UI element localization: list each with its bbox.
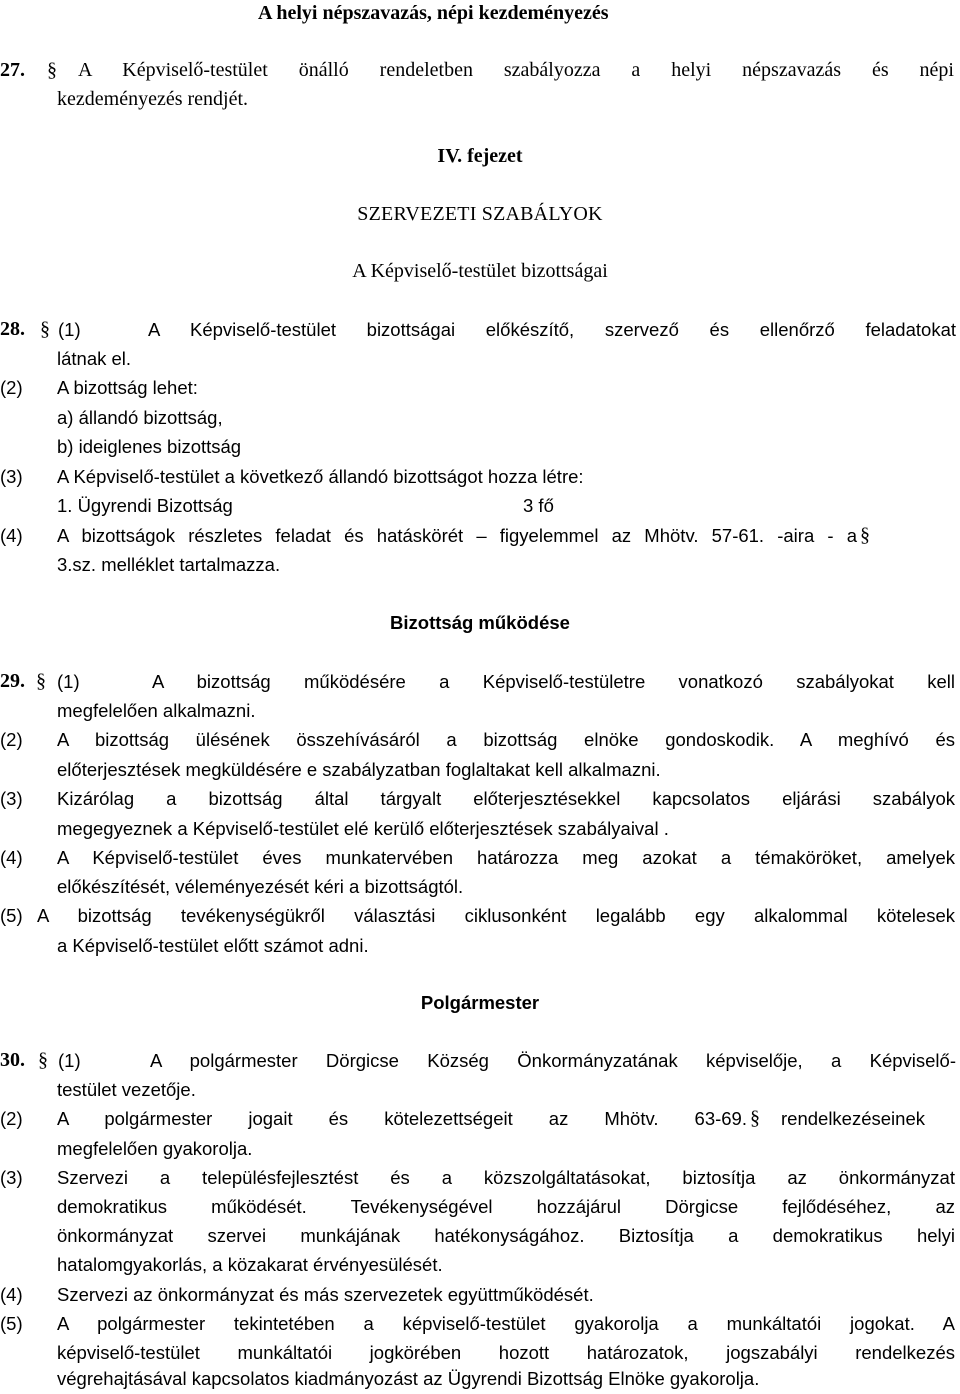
paragraph-27-number: 27.: [0, 59, 25, 81]
paragraph-28-4-line-2: 3.sz. melléklet tartalmazza.: [57, 554, 281, 575]
paragraph-30-3-line-2: demokratikus működését. Tevékenységével hozzájárul Dörgicse fejlődéséhez, az: [57, 1196, 955, 1217]
paragraph-30-2-section-sign: §: [750, 1107, 760, 1129]
paragraph-30-2-line-2: megfelelően gyakorolja.: [57, 1138, 253, 1159]
chapter-subtitle: A Képviselő-testület bizottságai: [352, 260, 608, 282]
paragraph-29-2-line-2: előterjesztések megküldésére e szabályzatban foglaltakat kell alkalmazni.: [57, 759, 661, 780]
section-title: A helyi népszavazás, népi kezdeményezés: [258, 2, 609, 24]
paragraph-30-3-label: (3): [0, 1167, 23, 1188]
paragraph-29-4-line-1: A Képviselő-testület éves munkatervében határozza meg azokat a témaköröket, amelyek: [57, 847, 955, 868]
paragraph-29-5-line-2: a Képviselő-testület előtt számot adni.: [57, 935, 369, 956]
paragraph-30-2-line-1: A polgármester jogait és kötelezettségeit az Mhötv. 63-69.: [57, 1108, 747, 1129]
paragraph-30-3-line-4: hatalomgyakorlás, a közakarat érvényesülését.: [57, 1254, 443, 1275]
paragraph-29-4-line-2: előkészítését, véleményezését kéri a bizottságtól.: [57, 876, 464, 897]
paragraph-30-1-line-2: testület vezetője.: [57, 1079, 196, 1100]
paragraph-28-2-label: (2): [0, 377, 23, 398]
paragraph-29-5-line-1: A bizottság tevékenységükről választási ciklusonként legalább egy alkalommal kötelesek: [37, 905, 955, 926]
paragraph-28-4-label: (4): [0, 525, 23, 546]
paragraph-28-3-line-3: 3 fő: [523, 495, 554, 516]
paragraph-30-1-line-1: A polgármester Dörgicse Község Önkormányzatának képviselője, a Képviselő-: [150, 1050, 956, 1071]
paragraph-28-2-line-2: a) állandó bizottság,: [57, 407, 223, 428]
paragraph-29-3-label: (3): [0, 788, 23, 809]
paragraph-28-1-line-2: látnak el.: [57, 348, 132, 369]
heading-polgarmester: Polgármester: [420, 992, 540, 1013]
paragraph-30-5-line-3: végrehajtásával kapcsolatos kiadmányozást az Ügyrendi Bizottság Elnöke gyakorolja.: [57, 1368, 760, 1389]
paragraph-28-4-section-sign: §: [860, 524, 870, 546]
paragraph-30-5-line-2: képviselő-testület munkáltatói jogkörében hozott határozatok, jogszabályi rendelkezés: [57, 1342, 955, 1363]
paragraph-28-3-line-1: A Képviselő-testület a következő állandó bizottságot hozza létre:: [57, 466, 584, 487]
paragraph-29-2-label: (2): [0, 729, 23, 750]
paragraph-28-4-line-1: A bizottságok részletes feladat és hatáskörét – figyelemmel az Mhötv. 57-61. -aira - a: [57, 525, 857, 546]
paragraph-30-section-sign: §: [38, 1049, 48, 1071]
paragraph-29-section-sign: §: [36, 670, 46, 692]
paragraph-30-3-line-1: Szervezi a településfejlesztést és a közszolgáltatásokat, biztosítja az önkormányzat: [57, 1167, 955, 1188]
paragraph-28-2-line-1: A bizottság lehet:: [57, 377, 198, 398]
paragraph-28-number: 28.: [0, 318, 25, 340]
paragraph-28-3-label: (3): [0, 466, 23, 487]
paragraph-27-line-1: A Képviselő-testület önálló rendeletben szabályozza a helyi népszavazás és népi: [78, 59, 954, 81]
paragraph-28-2-line-3: b) ideiglenes bizottság: [57, 436, 242, 457]
paragraph-29-3-line-2: megegyeznek a Képviselő-testület elé kerülő előterjesztések szabályaival .: [57, 818, 669, 839]
paragraph-29-1-line-1: A bizottság működésére a Képviselő-testületre vonatkozó szabályokat kell: [152, 671, 955, 692]
chapter-number: IV. fejezet: [437, 145, 523, 167]
paragraph-30-3-line-3: önkormányzat szervei munkájának hatékonyságához. Biztosítja a demokratikus helyi: [57, 1225, 955, 1246]
paragraph-30-2-rest: rendelkezéseinek: [781, 1108, 925, 1129]
paragraph-28-section-sign: §: [40, 318, 50, 340]
paragraph-29-1-label: (1): [57, 671, 80, 692]
paragraph-27-section-sign: §: [47, 59, 57, 81]
paragraph-28-1-label: (1): [58, 319, 81, 340]
paragraph-30-2-label: (2): [0, 1108, 23, 1129]
paragraph-29-number: 29.: [0, 670, 25, 692]
heading-bizottsag-mukodese: Bizottság működése: [390, 612, 570, 633]
paragraph-27-line-2: kezdeményezés rendjét.: [57, 88, 249, 110]
paragraph-30-4-line-1: Szervezi az önkormányzat és más szervezetek együttműködését.: [57, 1284, 594, 1305]
chapter-title: SZERVEZETI SZABÁLYOK: [357, 203, 603, 225]
paragraph-28-3-line-2: 1. Ügyrendi Bizottság: [57, 495, 233, 516]
paragraph-30-5-label: (5): [0, 1313, 23, 1334]
paragraph-29-3-line-1: Kizárólag a bizottság által tárgyalt előterjesztésekkel kapcsolatos eljárási szabályok: [57, 788, 955, 809]
paragraph-28-1-line-1: A Képviselő-testület bizottságai előkészítő, szervező és ellenőrző feladatokat: [148, 319, 956, 340]
paragraph-29-1-line-2: megfelelően alkalmazni.: [57, 700, 256, 721]
paragraph-29-2-line-1: A bizottság ülésének összehívásáról a bizottság elnöke gondoskodik. A meghívó és: [57, 729, 955, 750]
paragraph-30-number: 30.: [0, 1049, 25, 1071]
paragraph-29-5-label: (5): [0, 905, 23, 926]
paragraph-30-4-label: (4): [0, 1284, 23, 1305]
paragraph-30-1-label: (1): [58, 1050, 81, 1071]
paragraph-30-5-line-1: A polgármester tekintetében a képviselő-testület gyakorolja a munkáltatói jogokat. A: [57, 1313, 955, 1334]
paragraph-29-4-label: (4): [0, 847, 23, 868]
